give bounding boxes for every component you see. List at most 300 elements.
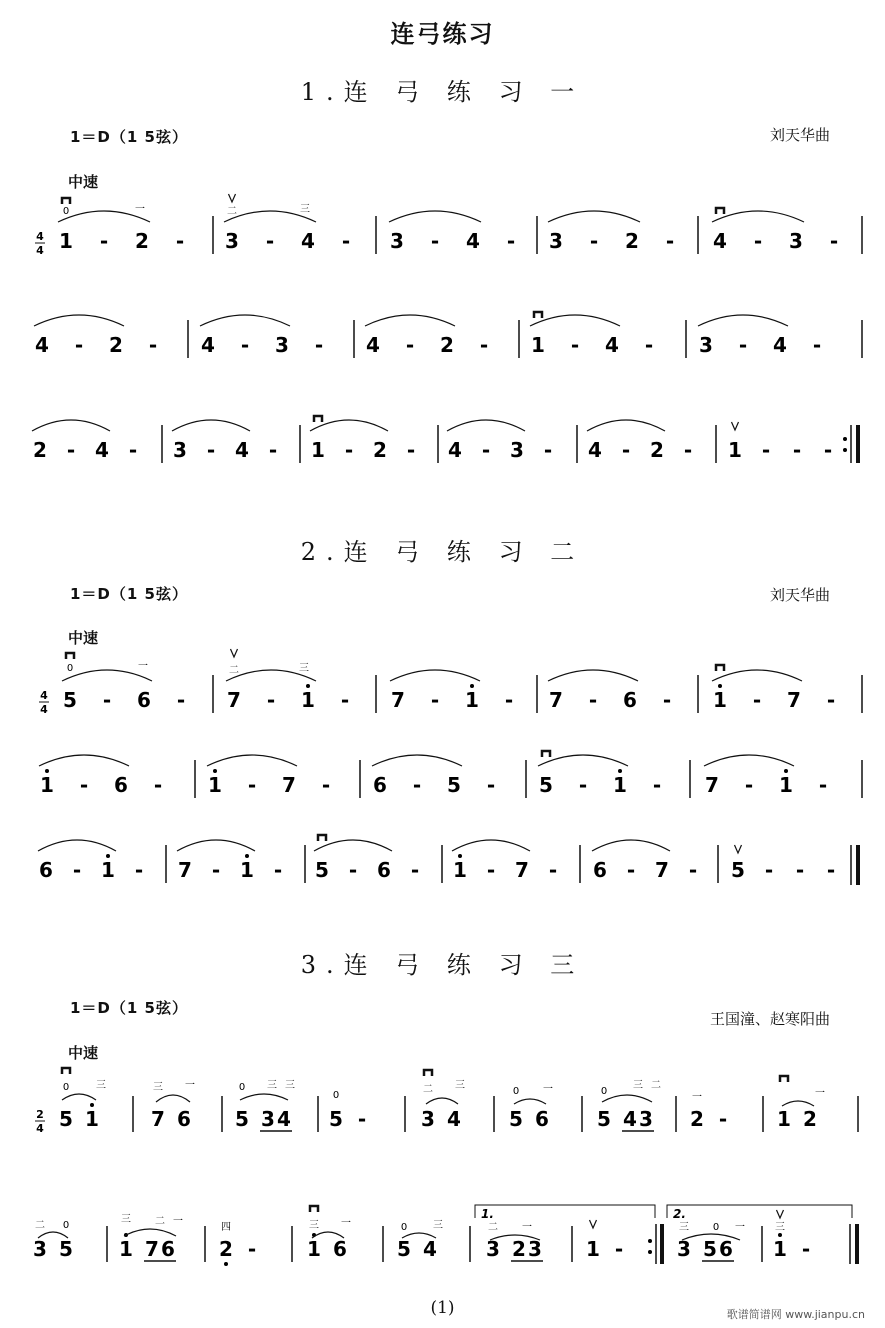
ex3-r2-m1-c: 6 [161, 1237, 175, 1261]
ex3-r1-m5-a: 5 [509, 1107, 523, 1131]
slur-arc [390, 670, 480, 681]
note-r2-m1-n0: 3 [173, 438, 187, 462]
exercise-2-composer: 刘天华曲 [769, 586, 830, 604]
note-r2-m2-n2: 6 [377, 858, 391, 882]
ex3-r2-m2-b: - [247, 1237, 257, 1261]
fingering-mark: 0 [62, 1082, 70, 1093]
fingering-mark: 一 [543, 1084, 553, 1095]
note-r0-m2-n2: 4 [466, 229, 480, 253]
fingering-mark: 一 [522, 1222, 532, 1233]
up-bow-icon [229, 194, 236, 202]
note-r2-m1-n1: - [211, 858, 221, 882]
ex3-r2-m6-b: - [614, 1237, 624, 1261]
note-r0-m4-n2: 3 [789, 229, 803, 253]
note-r2-m0-n2: 1 [101, 858, 115, 882]
note-r0-m2-n3: - [504, 688, 514, 712]
note-r1-m1-n3: - [321, 773, 331, 797]
exercise-1-score [0, 190, 885, 480]
fingering-mark: 三 [121, 1214, 131, 1225]
note-r0-m4-n1: - [752, 688, 762, 712]
note-r1-m1-n0-dot [213, 769, 217, 773]
slur-arc [62, 1094, 96, 1100]
time-signature-bottom: 4 [36, 244, 44, 257]
ex3-r1-m6-b: 4 [623, 1107, 637, 1131]
down-bow-icon [62, 198, 70, 204]
down-bow-icon [424, 1070, 432, 1076]
time-signature-top: 4 [40, 689, 48, 702]
note-r2-m4-n3: - [688, 858, 698, 882]
note-r2-m0-n0: 6 [39, 858, 53, 882]
ex3-r2-m1-b: 7 [145, 1237, 159, 1261]
note-r2-m3-n2: 3 [510, 438, 524, 462]
exercise-3-key: 1＝D（1 5弦） [70, 999, 188, 1017]
note-r1-m4-n2: 1 [779, 773, 793, 797]
down-bow-icon [780, 1076, 788, 1082]
note-r2-m5-n2: - [792, 438, 802, 462]
slur-arc [207, 755, 297, 766]
ex3-r1-m1-a: 7 [151, 1107, 165, 1131]
exercise-3-title: 3.连 弓 练 习 三 [300, 951, 585, 979]
note-r1-m0-n0: 4 [35, 333, 49, 357]
note-r2-m3-n1: - [481, 438, 491, 462]
note-r2-m2-n2: 2 [373, 438, 387, 462]
note-r2-m1-n0: 7 [178, 858, 192, 882]
fingering-mark: 二 [423, 1084, 433, 1095]
note-r1-m1-n1: - [240, 333, 250, 357]
fingering-mark: 二 [488, 1222, 498, 1233]
exercise-2-score [0, 645, 885, 900]
ex3-r2-m4-a: 5 [397, 1237, 411, 1261]
time-signature-bottom: 4 [36, 1122, 44, 1135]
note-r1-m0-n2: 6 [114, 773, 128, 797]
page-number: (1) [430, 1298, 455, 1318]
note-r2-m1-n3: - [268, 438, 278, 462]
slur-arc [712, 211, 804, 222]
slur-arc [452, 840, 530, 851]
exercise-2-key: 1＝D（1 5弦） [70, 585, 188, 603]
fingering-mark: 二 [229, 665, 239, 676]
ex3-r2-m5-b: 2 [512, 1237, 526, 1261]
fingering-mark: 一 [185, 1080, 195, 1091]
note-r2-m1-n2-dot [245, 854, 249, 858]
note-r0-m1-n0: 3 [225, 229, 239, 253]
ex3-r1-m5-b: 6 [535, 1107, 549, 1131]
note-r0-m1-n2: 1 [301, 688, 315, 712]
note-r1-m1-n3: - [314, 333, 324, 357]
note-r0-m0-n1: - [99, 229, 109, 253]
fingering-mark: 三 [309, 1220, 319, 1231]
note-r1-m1-n0: 4 [201, 333, 215, 357]
fingering-mark: 三 [153, 1082, 163, 1093]
note-r1-m0-n1: - [74, 333, 84, 357]
ex3-r2-m8-a-dot [778, 1233, 782, 1237]
note-r0-m4-n0: 4 [713, 229, 727, 253]
ex3-r1-m4-a: 3 [421, 1107, 435, 1131]
slur-arc [240, 1094, 288, 1100]
ex3-r1-m2-a: 5 [235, 1107, 249, 1131]
note-r2-m1-n2: 4 [235, 438, 249, 462]
note-r2-m5-n3: - [826, 858, 836, 882]
slur-arc [712, 670, 802, 681]
note-r1-m2-n1: - [405, 333, 415, 357]
ex3-r1-m7-b: - [718, 1107, 728, 1131]
note-r1-m4-n1: - [738, 333, 748, 357]
note-r1-m1-n2: 7 [282, 773, 296, 797]
note-r1-m3-n2: 4 [605, 333, 619, 357]
ex3-r2-m3-b: 6 [333, 1237, 347, 1261]
note-r0-m2-n1: - [430, 229, 440, 253]
note-r2-m4-n1: - [626, 858, 636, 882]
note-r0-m3-n2: 2 [625, 229, 639, 253]
slur-arc [426, 1098, 458, 1104]
repeat-dot [648, 1250, 652, 1254]
slur-arc [389, 211, 481, 222]
exercise-3-score [0, 1060, 885, 1295]
note-r2-m3-n0: 4 [448, 438, 462, 462]
fingering-mark: 0 [66, 663, 74, 674]
note-r1-m0-n3: - [153, 773, 163, 797]
ex3-r2-m0-a: 3 [33, 1237, 47, 1261]
ex3-r1-m0-a: 5 [59, 1107, 73, 1131]
fingering-mark: 0 [400, 1222, 408, 1233]
slur-arc [592, 840, 670, 851]
note-r2-m3-n3: - [548, 858, 558, 882]
slur-arc [538, 755, 628, 766]
note-r1-m3-n1: - [570, 333, 580, 357]
page-title: 连弓练习 [390, 20, 495, 48]
note-r0-m4-n1: - [753, 229, 763, 253]
time-signature-bottom: 4 [40, 703, 48, 716]
slur-arc [38, 840, 116, 851]
repeat-dot [843, 448, 847, 452]
note-r0-m4-n0: 1 [713, 688, 727, 712]
slur-arc [156, 1095, 190, 1102]
fingering-mark: 三 [299, 663, 309, 674]
ex3-r1-m2-c: 4 [277, 1107, 291, 1131]
slur-arc [314, 840, 392, 851]
note-r1-m3-n1: - [578, 773, 588, 797]
note-r0-m3-n1: - [588, 688, 598, 712]
time-signature-top: 2 [36, 1108, 44, 1121]
ex3-r2-m7-c: 6 [719, 1237, 733, 1261]
down-bow-icon [66, 653, 74, 659]
note-r0-m3-n0: 3 [549, 229, 563, 253]
note-r2-m3-n3: - [543, 438, 553, 462]
fingering-mark: 0 [332, 1090, 340, 1101]
down-bow-icon [318, 835, 326, 841]
ex3-r1-m3-a: 5 [329, 1107, 343, 1131]
ex3-r2-m2-a: 2 [219, 1237, 233, 1261]
note-r0-m2-n3: - [506, 229, 516, 253]
slur-arc [372, 755, 462, 766]
slur-arc [548, 670, 638, 681]
note-r1-m4-n2: 4 [773, 333, 787, 357]
exercise-2-title: 2.连 弓 练 习 二 [300, 538, 585, 566]
volta-2-label: 2. [673, 1207, 686, 1221]
note-r1-m3-n3: - [652, 773, 662, 797]
fingering-mark: 一 [692, 1092, 702, 1103]
slur-arc [782, 1101, 814, 1106]
ex3-r1-m0-b: 1 [85, 1107, 99, 1131]
ex3-r1-m0-b-dot [90, 1103, 94, 1107]
slur-arc [32, 420, 110, 431]
fingering-mark: 三 [433, 1220, 443, 1231]
note-r2-m4-n2: 7 [655, 858, 669, 882]
volta-1-label: 1. [481, 1207, 494, 1221]
ex3-r1-m6-c: 3 [639, 1107, 653, 1131]
slur-arc [39, 755, 129, 766]
slur-arc [514, 1099, 546, 1104]
note-r0-m0-n1: - [102, 688, 112, 712]
note-r1-m0-n1: - [79, 773, 89, 797]
note-r0-m2-n0: 3 [390, 229, 404, 253]
fingering-mark: 一 [173, 1216, 183, 1227]
note-r2-m2-n3: - [406, 438, 416, 462]
note-r0-m0-n2: 2 [135, 229, 149, 253]
note-r0-m0-n3: - [176, 688, 186, 712]
note-r2-m3-n2: 7 [515, 858, 529, 882]
note-r0-m1-n3: - [340, 688, 350, 712]
note-r2-m5-n0: 5 [731, 858, 745, 882]
ex3-r2-m8-a: 1 [773, 1237, 787, 1261]
note-r0-m4-n3: - [826, 688, 836, 712]
note-r1-m2-n2: 2 [440, 333, 454, 357]
slur-arc [548, 211, 640, 222]
note-r1-m2-n3: - [486, 773, 496, 797]
note-r2-m4-n1: - [621, 438, 631, 462]
up-bow-icon [777, 1210, 784, 1218]
note-r2-m5-n3: - [823, 438, 833, 462]
slur-arc [704, 755, 794, 766]
ex3-r2-m7-b: 5 [703, 1237, 717, 1261]
ex3-r1-m6-a: 5 [597, 1107, 611, 1131]
note-r2-m0-n1: - [72, 858, 82, 882]
note-r2-m5-n1: - [764, 858, 774, 882]
ex3-r2-m0-b: 5 [59, 1237, 73, 1261]
note-r2-m2-n3: - [410, 858, 420, 882]
note-r2-m2-n0: 1 [311, 438, 325, 462]
note-r2-m4-n2: 2 [650, 438, 664, 462]
slur-arc [698, 315, 788, 326]
note-r1-m0-n0: 1 [40, 773, 54, 797]
ex3-r2-m7-a: 3 [677, 1237, 691, 1261]
note-r1-m4-n0: 7 [705, 773, 719, 797]
note-r2-m5-n2: - [795, 858, 805, 882]
note-r2-m1-n2: 1 [240, 858, 254, 882]
exercise-3-composer: 王国潼、赵寒阳曲 [709, 1010, 830, 1028]
note-r2-m3-n0-dot [458, 854, 462, 858]
ex3-r2-m6-a: 1 [586, 1237, 600, 1261]
slur-arc [447, 420, 525, 431]
note-r0-m1-n2: 4 [301, 229, 315, 253]
note-r0-m4-n2: 7 [787, 688, 801, 712]
exercise-1-composer: 刘天华曲 [769, 126, 830, 144]
note-r0-m2-n2: 1 [465, 688, 479, 712]
volta-2-bracket [667, 1205, 852, 1218]
slur-arc [177, 840, 255, 851]
note-r2-m0-n2: 4 [95, 438, 109, 462]
exercise-1-key: 1＝D（1 5弦） [70, 128, 188, 146]
note-r2-m0-n2-dot [106, 854, 110, 858]
exercise-1-title: 1.连 弓 练 习 一 [300, 78, 585, 106]
ex3-r2-m8-b: - [801, 1237, 811, 1261]
note-r0-m4-n3: - [829, 229, 839, 253]
note-r2-m1-n3: - [273, 858, 283, 882]
note-r1-m2-n1: - [412, 773, 422, 797]
note-r0-m2-n0: 7 [391, 688, 405, 712]
note-r2-m3-n0: 1 [453, 858, 467, 882]
up-bow-icon [735, 845, 742, 853]
note-r1-m4-n1: - [744, 773, 754, 797]
up-bow-icon [231, 649, 238, 657]
note-r1-m2-n0: 6 [373, 773, 387, 797]
fingering-mark: 三 [633, 1080, 643, 1091]
note-r0-m1-n0: 7 [227, 688, 241, 712]
ex3-r1-m2-b: 3 [261, 1107, 275, 1131]
ex3-r1-m4-b: 4 [447, 1107, 461, 1131]
ex3-r1-m7-a: 2 [690, 1107, 704, 1131]
note-r0-m3-n1: - [589, 229, 599, 253]
fingering-mark: 一 [815, 1088, 825, 1099]
down-bow-icon [542, 751, 550, 757]
note-r0-m3-n2: 6 [623, 688, 637, 712]
note-r0-m1-n1: - [266, 688, 276, 712]
ex3-r2-m4-b: 4 [423, 1237, 437, 1261]
fingering-mark: 一 [341, 1218, 351, 1229]
note-r1-m0-n2: 2 [109, 333, 123, 357]
note-r1-m3-n0: 1 [531, 333, 545, 357]
note-r1-m4-n0: 3 [699, 333, 713, 357]
slur-arc [124, 1229, 176, 1236]
fingering-mark: 三 [775, 1222, 785, 1233]
ex3-r2-m5-a: 3 [486, 1237, 500, 1261]
slur-arc [602, 1095, 652, 1102]
fingering-mark: 0 [712, 1222, 720, 1233]
fingering-mark: 一 [135, 204, 145, 215]
ex3-r1-m1-b: 6 [177, 1107, 191, 1131]
repeat-dot [843, 437, 847, 441]
note-r1-m3-n0: 5 [539, 773, 553, 797]
note-r2-m0-n3: - [134, 858, 144, 882]
down-bow-icon [62, 1068, 70, 1074]
note-r0-m4-n0-dot [718, 684, 722, 688]
note-r0-m0-n3: - [175, 229, 185, 253]
note-r1-m3-n2: 1 [613, 773, 627, 797]
note-r1-m4-n3: - [818, 773, 828, 797]
note-r0-m2-n2-dot [470, 684, 474, 688]
up-bow-icon [590, 1220, 597, 1228]
note-r2-m4-n0: 6 [593, 858, 607, 882]
up-bow-icon [732, 422, 739, 430]
note-r1-m2-n3: - [479, 333, 489, 357]
note-r2-m4-n0: 4 [588, 438, 602, 462]
note-r0-m1-n3: - [341, 229, 351, 253]
fingering-mark: 0 [238, 1082, 246, 1093]
fingering-mark: 三 [285, 1080, 295, 1091]
note-r1-m2-n0: 4 [366, 333, 380, 357]
ex3-r2-m3-a: 1 [307, 1237, 321, 1261]
note-r2-m0-n0: 2 [33, 438, 47, 462]
fingering-mark: 三 [96, 1080, 106, 1091]
slur-arc [200, 315, 290, 326]
ex3-r2-m5-c: 3 [528, 1237, 542, 1261]
fingering-mark: 三 [455, 1080, 465, 1091]
note-r0-m0-n0: 1 [59, 229, 73, 253]
volta-1-bracket [475, 1205, 655, 1218]
note-r0-m1-n1: - [265, 229, 275, 253]
fingering-mark: 0 [512, 1086, 520, 1097]
fingering-mark: 三 [300, 204, 310, 215]
down-bow-icon [716, 665, 724, 671]
note-r2-m2-n1: - [344, 438, 354, 462]
note-r1-m2-n2: 5 [447, 773, 461, 797]
note-r0-m3-n0: 7 [549, 688, 563, 712]
fingering-mark: 二 [227, 206, 237, 217]
note-r0-m1-n2-dot [306, 684, 310, 688]
fingering-mark: 一 [138, 661, 148, 672]
fingering-mark: 二 [35, 1220, 45, 1231]
note-r2-m5-n1: - [761, 438, 771, 462]
fingering-mark: 0 [62, 206, 70, 217]
down-bow-icon [716, 208, 724, 214]
note-r2-m0-n3: - [128, 438, 138, 462]
note-r1-m0-n0-dot [45, 769, 49, 773]
slur-arc [172, 420, 250, 431]
ex3-r1-m3-b: - [357, 1107, 367, 1131]
fingering-mark: 0 [600, 1086, 608, 1097]
note-r1-m3-n2-dot [618, 769, 622, 773]
ex3-r2-m1-a: 1 [119, 1237, 133, 1261]
down-bow-icon [534, 312, 542, 318]
note-r1-m0-n3: - [148, 333, 158, 357]
slur-arc [365, 315, 455, 326]
fingering-mark: 三 [679, 1222, 689, 1233]
repeat-dot [648, 1239, 652, 1243]
fingering-mark: 一 [735, 1222, 745, 1233]
fingering-mark: 0 [62, 1220, 70, 1231]
slur-arc [587, 420, 665, 431]
watermark: 歌谱简谱网 www.jianpu.cn [726, 1308, 865, 1321]
slur-arc [530, 315, 620, 326]
note-r1-m1-n1: - [247, 773, 257, 797]
note-r2-m3-n1: - [486, 858, 496, 882]
down-bow-icon [310, 1206, 318, 1212]
note-r1-m4-n3: - [812, 333, 822, 357]
note-r2-m5-n0: 1 [728, 438, 742, 462]
note-r1-m4-n2-dot [784, 769, 788, 773]
low-octave-dot [224, 1262, 228, 1266]
note-r1-m1-n2: 3 [275, 333, 289, 357]
fingering-mark: 四 [221, 1222, 231, 1233]
slur-arc [34, 315, 124, 326]
fingering-mark: 二 [155, 1216, 165, 1227]
note-r1-m1-n0: 1 [208, 773, 222, 797]
note-r2-m2-n1: - [348, 858, 358, 882]
exercise-3-tempo: 中速 [68, 1044, 99, 1062]
ex3-r1-m8-a: 1 [777, 1107, 791, 1131]
note-r2-m2-n0: 5 [315, 858, 329, 882]
note-r0-m0-n2: 6 [137, 688, 151, 712]
note-r0-m3-n3: - [662, 688, 672, 712]
note-r0-m2-n1: - [430, 688, 440, 712]
note-r0-m3-n3: - [665, 229, 675, 253]
note-r2-m4-n3: - [683, 438, 693, 462]
down-bow-icon [314, 416, 322, 422]
time-signature-top: 4 [36, 230, 44, 243]
note-r0-m0-n0: 5 [63, 688, 77, 712]
ex3-r1-m8-b: 2 [803, 1107, 817, 1131]
note-r2-m0-n1: - [66, 438, 76, 462]
